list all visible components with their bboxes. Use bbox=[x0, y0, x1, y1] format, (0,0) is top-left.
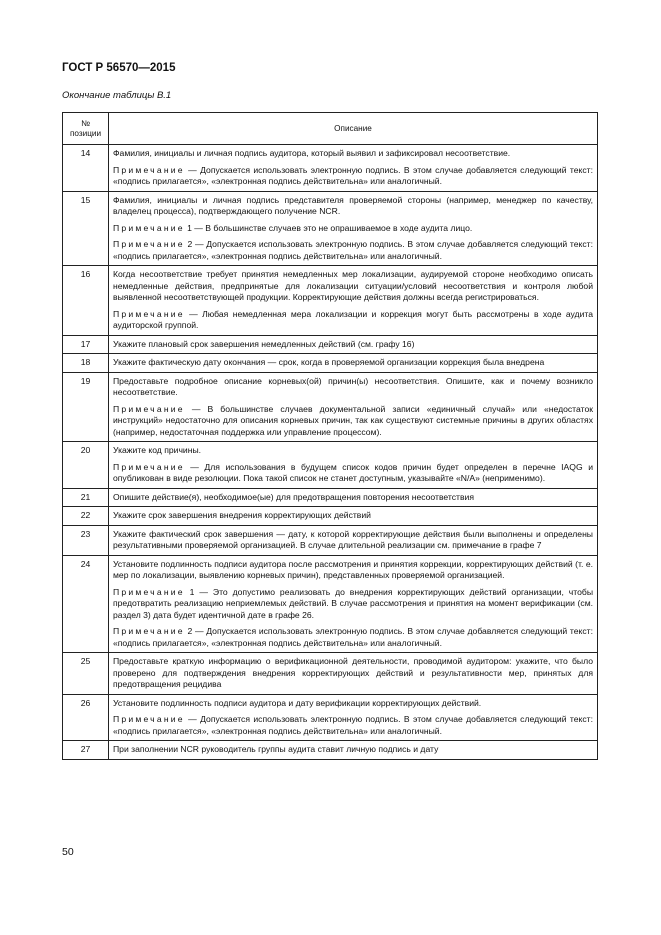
row-description bbox=[109, 741, 598, 760]
row-number: 19 bbox=[63, 372, 109, 442]
note-label: Примечание bbox=[113, 222, 185, 233]
description-paragraph bbox=[113, 698, 593, 710]
paragraph-text: 1 — Это допустимо реализовать до внедрения корректирующих действий организации, чтобы предотвратить реализацию неприемлемых действий. В случае рассмотрения и принятия на момент верификации (см. раздел 3) дата будет идентичной дате в графе 26. bbox=[113, 586, 593, 620]
paragraph-text: Укажите фактический срок завершения — дату, к которой корректирующие действия были выполнены и определены результативными проверяемой организацией. В случае длительной реализации см. примечание в графе 7 bbox=[113, 528, 593, 550]
row-number: 20 bbox=[63, 442, 109, 489]
paragraph-text: Укажите срок завершения внедрения корректирующих действий bbox=[113, 510, 371, 520]
description-paragraph bbox=[113, 269, 593, 304]
row-number: 22 bbox=[63, 507, 109, 526]
table-row bbox=[63, 525, 598, 555]
table-row bbox=[63, 555, 598, 653]
description-paragraph bbox=[113, 195, 593, 218]
table-row bbox=[63, 354, 598, 373]
note-label: Примечание bbox=[113, 714, 185, 724]
row-description bbox=[109, 507, 598, 526]
description-paragraph bbox=[113, 510, 593, 522]
row-description bbox=[109, 354, 598, 373]
row-description bbox=[109, 372, 598, 442]
paragraph-text: Укажите код причины. bbox=[113, 445, 202, 455]
paragraph-text: Когда несоответствие требует принятия немедленных мер локализации, аудируемой стороне необходимо описать немедленные действия, предпринятые для локализации ситуации/условий несоответствия и контроля любой выявленной несоответствующей продукции. Корректирующие действия должны всегда регистрироваться. bbox=[113, 269, 593, 302]
paragraph-text: — В большинстве случаев документальной записи «единичный случай» или «недостаток инструкций» недостаточно для описания корневых причин, так как существуют системные причины в других областях (например, недостаточная поддержка или управление процессом). bbox=[113, 403, 593, 437]
description-paragraph bbox=[113, 559, 593, 582]
paragraph-text: Укажите плановый срок завершения немедленных действий (см. графу 16) bbox=[113, 338, 415, 349]
note-label: Примечание bbox=[113, 239, 185, 249]
row-description bbox=[109, 335, 598, 354]
note-label: Примечание bbox=[113, 403, 185, 414]
row-description bbox=[109, 488, 598, 507]
table-row bbox=[63, 488, 598, 507]
description-paragraph bbox=[113, 529, 593, 552]
row-number: 21 bbox=[63, 488, 109, 507]
table-row bbox=[63, 741, 598, 760]
paragraph-text: Установите подлинность подписи аудитора после рассмотрения и принятия коррекции, корректирующих действий (т. е. мер по локализации, выявлению корневых причин), представленных проверяемой организацией. bbox=[113, 558, 593, 580]
table-row bbox=[63, 372, 598, 442]
note-label: Примечание bbox=[113, 626, 185, 636]
row-description bbox=[109, 555, 598, 653]
paragraph-text: При заполнении NCR руководитель группы аудита ставит личную подпись и дату bbox=[113, 744, 439, 754]
paragraph-text: Укажите фактическую дату окончания — срок, когда в проверяемой организации коррекция была внедрена bbox=[113, 357, 545, 367]
row-number: 18 bbox=[63, 354, 109, 373]
note-label: Примечание bbox=[113, 164, 185, 175]
description-paragraph bbox=[113, 357, 593, 369]
note-paragraph bbox=[113, 626, 593, 649]
table-row bbox=[63, 191, 598, 266]
row-number: 23 bbox=[63, 525, 109, 555]
note-paragraph bbox=[113, 714, 593, 737]
table-row bbox=[63, 507, 598, 526]
description-paragraph bbox=[113, 445, 593, 457]
paragraph-text: — Допускается использовать электронную подпись. В этом случае добавляется следующий текст: «подпись прилагается», «электронная подпись действительна» или аналогичный. bbox=[113, 164, 593, 186]
paragraph-text: Предоставьте подробное описание корневых(ой) причин(ы) несоответствия. Опишите, как и почему возникло несоответствие. bbox=[113, 375, 593, 397]
paragraph-text: — Допускается использовать электронную подпись. В этом случае добавляется следующий текст: «подпись прилагается», «электронная подпись действительна» или аналогичный. bbox=[113, 714, 593, 736]
table-row bbox=[63, 335, 598, 354]
row-number: 14 bbox=[63, 145, 109, 192]
row-number: 17 bbox=[63, 335, 109, 354]
table-caption: Окончание таблицы В.1 bbox=[62, 90, 172, 101]
paragraph-text: 2 — Допускается использовать электронную подпись. В этом случае добавляется следующий текст: «подпись прилагается», «электронная подпись действительна» или аналогичный. bbox=[113, 239, 593, 261]
note-paragraph bbox=[113, 239, 593, 262]
description-paragraph bbox=[113, 656, 593, 691]
paragraph-text: — Для использования в будущем список кодов причин будет определен в перечне IAQG и опубликован в виде резолюции. Пока такой список не станет доступным, указывайте «N/A» (неприменимо). bbox=[113, 461, 593, 483]
table-row bbox=[63, 442, 598, 489]
paragraph-text: Установите подлинность подписи аудитора и дату верификации корректирующих действий. bbox=[113, 697, 482, 708]
row-number: 25 bbox=[63, 653, 109, 695]
row-number: 24 bbox=[63, 555, 109, 653]
note-label: Примечание bbox=[113, 308, 185, 319]
paragraph-text: 2 — Допускается использовать электронную подпись. В этом случае добавляется следующий текст: «подпись прилагается», «электронная подпись действительна» или аналогичный. bbox=[113, 626, 593, 648]
document-header: ГОСТ Р 56570—2015 bbox=[62, 62, 176, 74]
row-description bbox=[109, 653, 598, 695]
row-number: 27 bbox=[63, 741, 109, 760]
table-row bbox=[63, 266, 598, 336]
note-label: Примечание bbox=[113, 461, 185, 472]
note-paragraph bbox=[113, 404, 593, 439]
paragraph-text: Опишите действие(я), необходимое(ые) для предотвращения повторения несоответствия bbox=[113, 491, 474, 502]
row-number: 16 bbox=[63, 266, 109, 336]
page-number: 50 bbox=[62, 846, 74, 858]
table-body bbox=[63, 145, 598, 760]
column-header-number: № позиции bbox=[63, 113, 109, 145]
description-paragraph bbox=[113, 744, 593, 756]
row-number: 15 bbox=[63, 191, 109, 266]
description-paragraph bbox=[113, 339, 593, 351]
note-label: Примечание bbox=[113, 586, 185, 597]
table-row bbox=[63, 145, 598, 192]
table-row bbox=[63, 653, 598, 695]
note-paragraph bbox=[113, 223, 593, 235]
paragraph-text: Фамилия, инициалы и личная подпись аудитора, который выявил и зафиксировал несоответствие. bbox=[113, 148, 511, 158]
description-paragraph bbox=[113, 376, 593, 399]
column-header-description: Описание bbox=[109, 113, 598, 145]
description-paragraph bbox=[113, 492, 593, 504]
row-description bbox=[109, 525, 598, 555]
row-description bbox=[109, 694, 598, 741]
paragraph-text: 1 — В большинстве случаев это не опрашиваемое в ходе аудита лицо. bbox=[184, 222, 473, 233]
row-number: 26 bbox=[63, 694, 109, 741]
row-description bbox=[109, 191, 598, 266]
row-description bbox=[109, 442, 598, 489]
description-table bbox=[62, 112, 598, 760]
note-paragraph bbox=[113, 462, 593, 485]
table-header-row bbox=[63, 113, 598, 145]
description-paragraph bbox=[113, 148, 593, 160]
row-description bbox=[109, 145, 598, 192]
table-row bbox=[63, 694, 598, 741]
note-paragraph bbox=[113, 309, 593, 332]
paragraph-text: Фамилия, инициалы и личная подпись представителя проверяемой стороны (например, менеджер по качеству, владелец процесса), подтверждающего получение NCR. bbox=[113, 194, 593, 216]
paragraph-text: — Любая немедленная мера локализации и коррекция могут быть рассмотрены в ходе аудита аудиторской группой. bbox=[113, 308, 593, 330]
paragraph-text: Предоставьте краткую информацию о верификационной деятельности, проводимой аудитором: укажите, что было проверено для подтверждения внедрения корректирующих действий и результативности мер, принятых для предотвращения рецидива bbox=[113, 656, 593, 689]
note-paragraph bbox=[113, 165, 593, 188]
note-paragraph bbox=[113, 587, 593, 622]
row-description bbox=[109, 266, 598, 336]
